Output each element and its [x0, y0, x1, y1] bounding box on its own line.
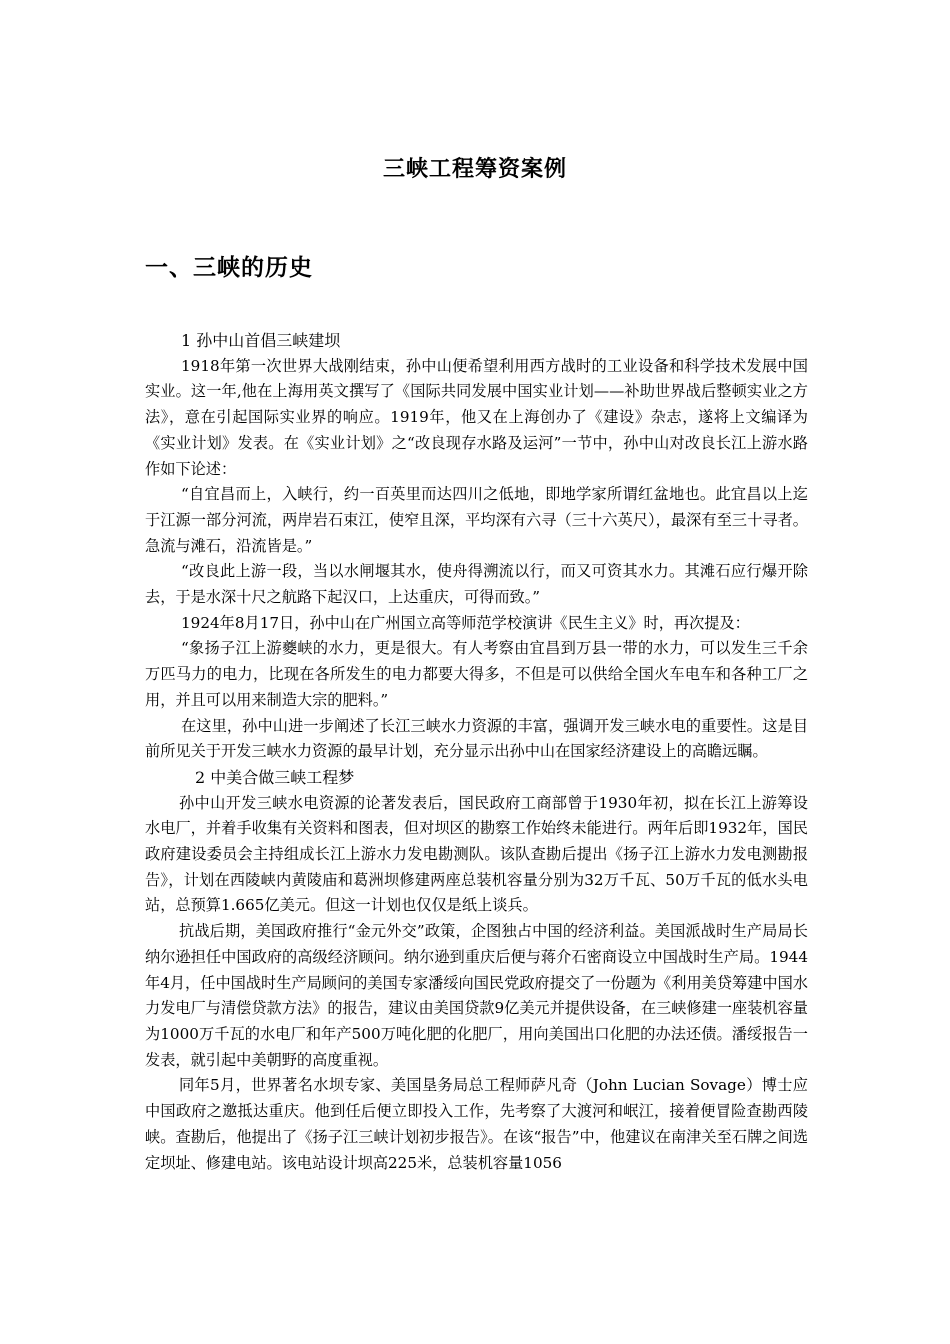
document-body — [145, 328, 808, 1176]
paragraph: 1924年8月17日，孙中山在广州国立高等师范学校演讲《民生主义》时，再次提及： — [181, 613, 750, 632]
document-title: 三峡工程筹资案例 — [382, 157, 567, 182]
section-heading: 一、三峡的历史 — [145, 255, 313, 281]
paragraph: 孙中山开发三峡水电资源的论著发表后，国民政府工商部曾于1930年初，拟在长江上游筹设水电厂，并着手收集有关资料和图表，但对坝区的勘察工作始终未能进行。两年后即1932年，国民政府建设委员会主持组成长江上游水力发电勘测队。该队查勘后提出《扬子江上游水力发电测勘报告》，计划在西陵峡内黄陵庙和葛洲坝修建两座总装机容量分别为32万千瓦、50万千瓦的低水头电站，总预算1.665亿美元。但这一计划也仅仅是纸上谈兵。 — [145, 793, 808, 915]
quote-paragraph: “自宜昌而上，入峡行，约一百英里而达四川之低地，即地学家所谓红盆地也。此宜昌以上迄于江源一部分河流，两岸岩石束江，使窄且深，平均深有六寻（三十六英尺），最深有至三十寻者。急流与滩石，沿流皆是。” — [145, 485, 808, 555]
paragraph: 同年5月，世界著名水坝专家、美国垦务局总工程师萨凡奇（John Lucian Sovage）博士应中国政府之邀抵达重庆。他到任后便立即投入工作，先考察了大渡河和岷江，接着便冒险查勘西陵峡。查勘后，他提出了《扬子江三峡计划初步报告》。在该“报告”中，他建议在南津关至石牌之间选定坝址、修建电站。该电站设计坝高225米，总装机容量1056 — [145, 1076, 808, 1172]
paragraph: 1918年第一次世界大战刚结束，孙中山便希望利用西方战时的工业设备和科学技术发展中国实业。这一年,他在上海用英文撰写了《国际共同发展中国实业计划——补助世界战后整顿实业之方法》，意在引起国际实业界的响应。1919年，他又在上海创办了《建设》杂志，遂将上文编译为《实业计划》发表。在《实业计划》之“改良现存水路及运河”一节中，孙中山对改良长江上游水路作如下论述： — [145, 356, 808, 478]
quote-paragraph: “改良此上游一段，当以水闸堰其水，使舟得溯流以行，而又可资其水力。其滩石应行爆开除去，于是水深十尺之航路下起汉口，上达重庆，可得而致。” — [145, 562, 808, 607]
subsection-heading: 2 中美合做三峡工程梦 — [195, 767, 355, 787]
quote-paragraph: “象扬子江上游夔峡的水力，更是很大。有人考察由宜昌到万县一带的水力，可以发生三千余万匹马力的电力，比现在各所发生的电力都要大得多，不但是可以供给全国火车电车和各种工厂之用，并且可以用来制造大宗的肥料。” — [145, 639, 808, 709]
subsection-heading: 1 孙中山首倡三峡建坝 — [181, 331, 341, 350]
paragraph: 在这里，孙中山进一步阐述了长江三峡水力资源的丰富，强调开发三峡水电的重要性。这是目前所见关于开发三峡水力资源的最早计划，充分显示出孙中山在国家经济建设上的高瞻远瞩。 — [145, 716, 808, 761]
paragraph: 抗战后期，美国政府推行“金元外交”政策，企图独占中国的经济利益。美国派战时生产局局长纳尔逊担任中国政府的高级经济顾问。纳尔逊到重庆后便与蒋介石密商设立中国战时生产局。1944年4月，任中国战时生产局顾问的美国专家潘绥向国民党政府提交了一份题为《利用美贷筹建中国水力发电厂与清偿贷款方法》的报告，建议由美国贷款9亿美元并提供设备，在三峡修建一座装机容量为1000万千瓦的水电厂和年产500万吨化肥的化肥厂，用向美国出口化肥的办法还债。潘绥报告一发表，就引起中美朝野的高度重视。 — [145, 922, 808, 1069]
